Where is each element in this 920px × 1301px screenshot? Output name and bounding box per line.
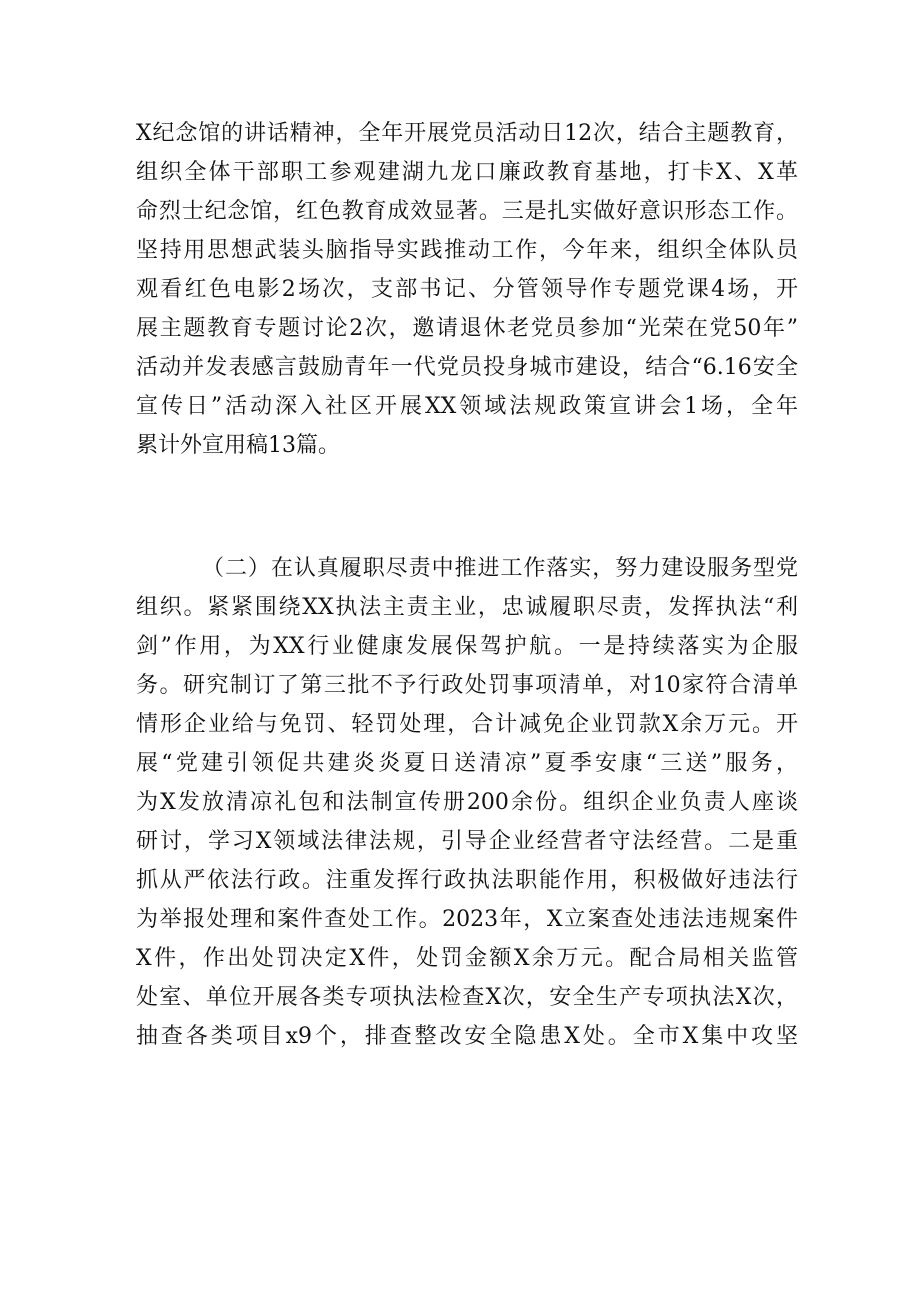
text-line: 剑”作用，为XX行业健康发展保驾护航。一是持续落实为企服 <box>136 634 798 659</box>
text-line: 累计外宣用稿13篇。 <box>136 433 340 458</box>
text-line: 组织全体干部职工参观建湖九龙口廉政教育基地，打卡X、X革 <box>136 160 798 185</box>
body-paragraph-1 <box>136 117 798 468</box>
text-line: 组织。紧紧围绕XX执法主责主业，忠诚履职尽责，发挥执法“利 <box>136 595 798 620</box>
text-line: 观看红色电影2场次，支部书记、分管领导作专题党课4场，开 <box>136 277 798 302</box>
text-line: X纪念馆的讲话精神，全年开展党员活动日12次，结合主题教育， <box>136 121 798 146</box>
text-line: X件，作出处罚决定X件，处罚金额X余万元。配合局相关监管 <box>136 946 798 971</box>
text-line: 抓从严依法行政。注重发挥行政执法职能作用，积极做好违法行 <box>136 868 798 893</box>
text-line: 活动并发表感言鼓励青年一代党员投身城市建设，结合“6.16安全 <box>136 355 798 380</box>
text-line: 坚持用思想武装头脑指导实践推动工作，今年来，组织全体队员 <box>136 238 798 263</box>
text-line: 命烈士纪念馆，红色教育成效显著。三是扎实做好意识形态工作。 <box>136 199 798 224</box>
body-paragraph-2 <box>136 552 798 1059</box>
text-line: 处室、单位开展各类专项执法检查X次，安全生产专项执法X次， <box>136 985 798 1010</box>
text-line: 情形企业给与免罚、轻罚处理，合计减免企业罚款X余万元。开 <box>136 712 798 737</box>
text-line: 为X发放清凉礼包和法制宣传册200余份。组织企业负责人座谈 <box>136 790 798 815</box>
text-line: 宣传日”活动深入社区开展XX领域法规政策宣讲会1场，全年 <box>136 394 798 419</box>
text-line: 抽查各类项目x9个，排查整改安全隐患X处。全市X集中攻坚 <box>136 1024 798 1049</box>
text-line: 展“党建引领促共建炎炎夏日送清凉”夏季安康“三送”服务， <box>136 751 798 776</box>
text-line: 研讨，学习X领域法律法规，引导企业经营者守法经营。二是重 <box>136 829 798 854</box>
text-line: 务。研究制订了第三批不予行政处罚事项清单，对10家符合清单 <box>136 673 798 698</box>
text-line: 展主题教育专题讨论2次，邀请退休老党员参加“光荣在党50年” <box>136 316 798 341</box>
section-heading-line: （二）在认真履职尽责中推进工作落实，努力建设服务型党 <box>202 556 798 581</box>
text-line: 为举报处理和案件查处工作。2023年，X立案查处违法违规案件 <box>136 907 798 932</box>
